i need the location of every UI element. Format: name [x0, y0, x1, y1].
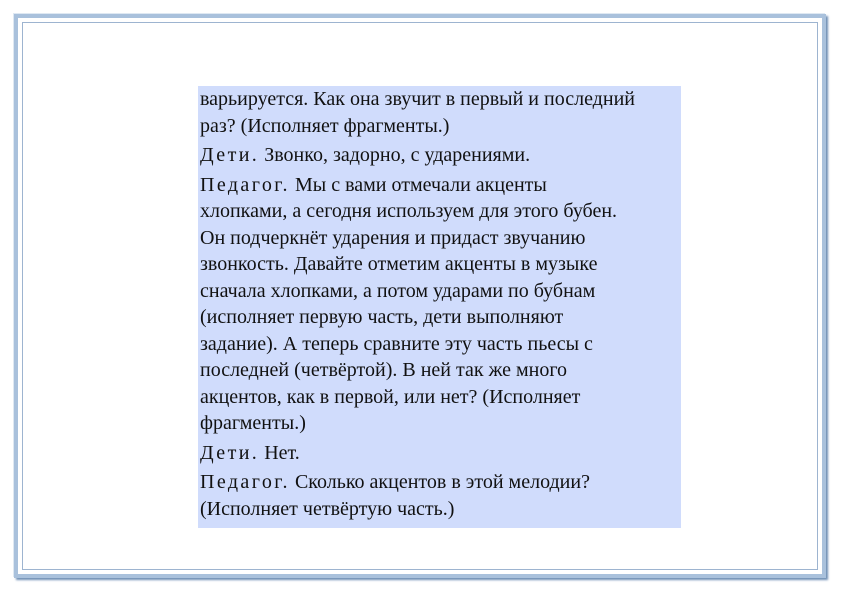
speaker-label: Педагог. [200, 471, 290, 493]
paragraph-4 [200, 440, 681, 467]
text-line: звонкость. Давайте отметим акценты в музыке [200, 253, 598, 275]
text-line: последней (четвёртой). В ней так же много [200, 359, 568, 381]
speaker-label: Дети. [200, 144, 260, 166]
paragraph-5 [200, 469, 681, 522]
text-line [200, 469, 681, 496]
text-line: фрагменты.) [200, 412, 306, 434]
speaker-label: Дети. [200, 441, 260, 464]
text-line: сначала хлопками, а потом ударами по бубнам [200, 279, 596, 302]
speech-text: Мы с вами отмечали акценты [289, 173, 547, 196]
text-line: варьируется. Как она звучит в первый и последний [200, 88, 635, 110]
text-line [200, 172, 681, 199]
text-line: (исполняет первую часть, дети выполняют [200, 306, 564, 328]
paragraph-3 [200, 172, 681, 437]
dialogue-text-block [198, 86, 681, 528]
paragraph-1 [200, 86, 681, 139]
speaker-label: Педагог. [200, 173, 290, 196]
text-line: Он подчеркнёт ударения и придаст звучанию [200, 226, 586, 249]
speech-text: Звонко, задорно, с ударениями. [259, 144, 531, 166]
text-line [200, 440, 681, 467]
text-line: задание). А теперь сравните эту часть пьесы с [200, 332, 593, 355]
speech-text: Сколько акцентов в этой мелодии? [289, 471, 590, 493]
text-line: хлопками, а сегодня используем для этого бубен. [200, 200, 618, 222]
text-line: раз? (Исполняет фрагменты.) [200, 114, 450, 137]
text-line [200, 142, 681, 169]
text-line: (Исполняет четвёртую часть.) [200, 497, 455, 520]
paragraph-2 [200, 142, 681, 169]
text-line: акцентов, как в первой, или нет? (Исполняет [200, 385, 581, 408]
speech-text: Нет. [259, 441, 300, 464]
